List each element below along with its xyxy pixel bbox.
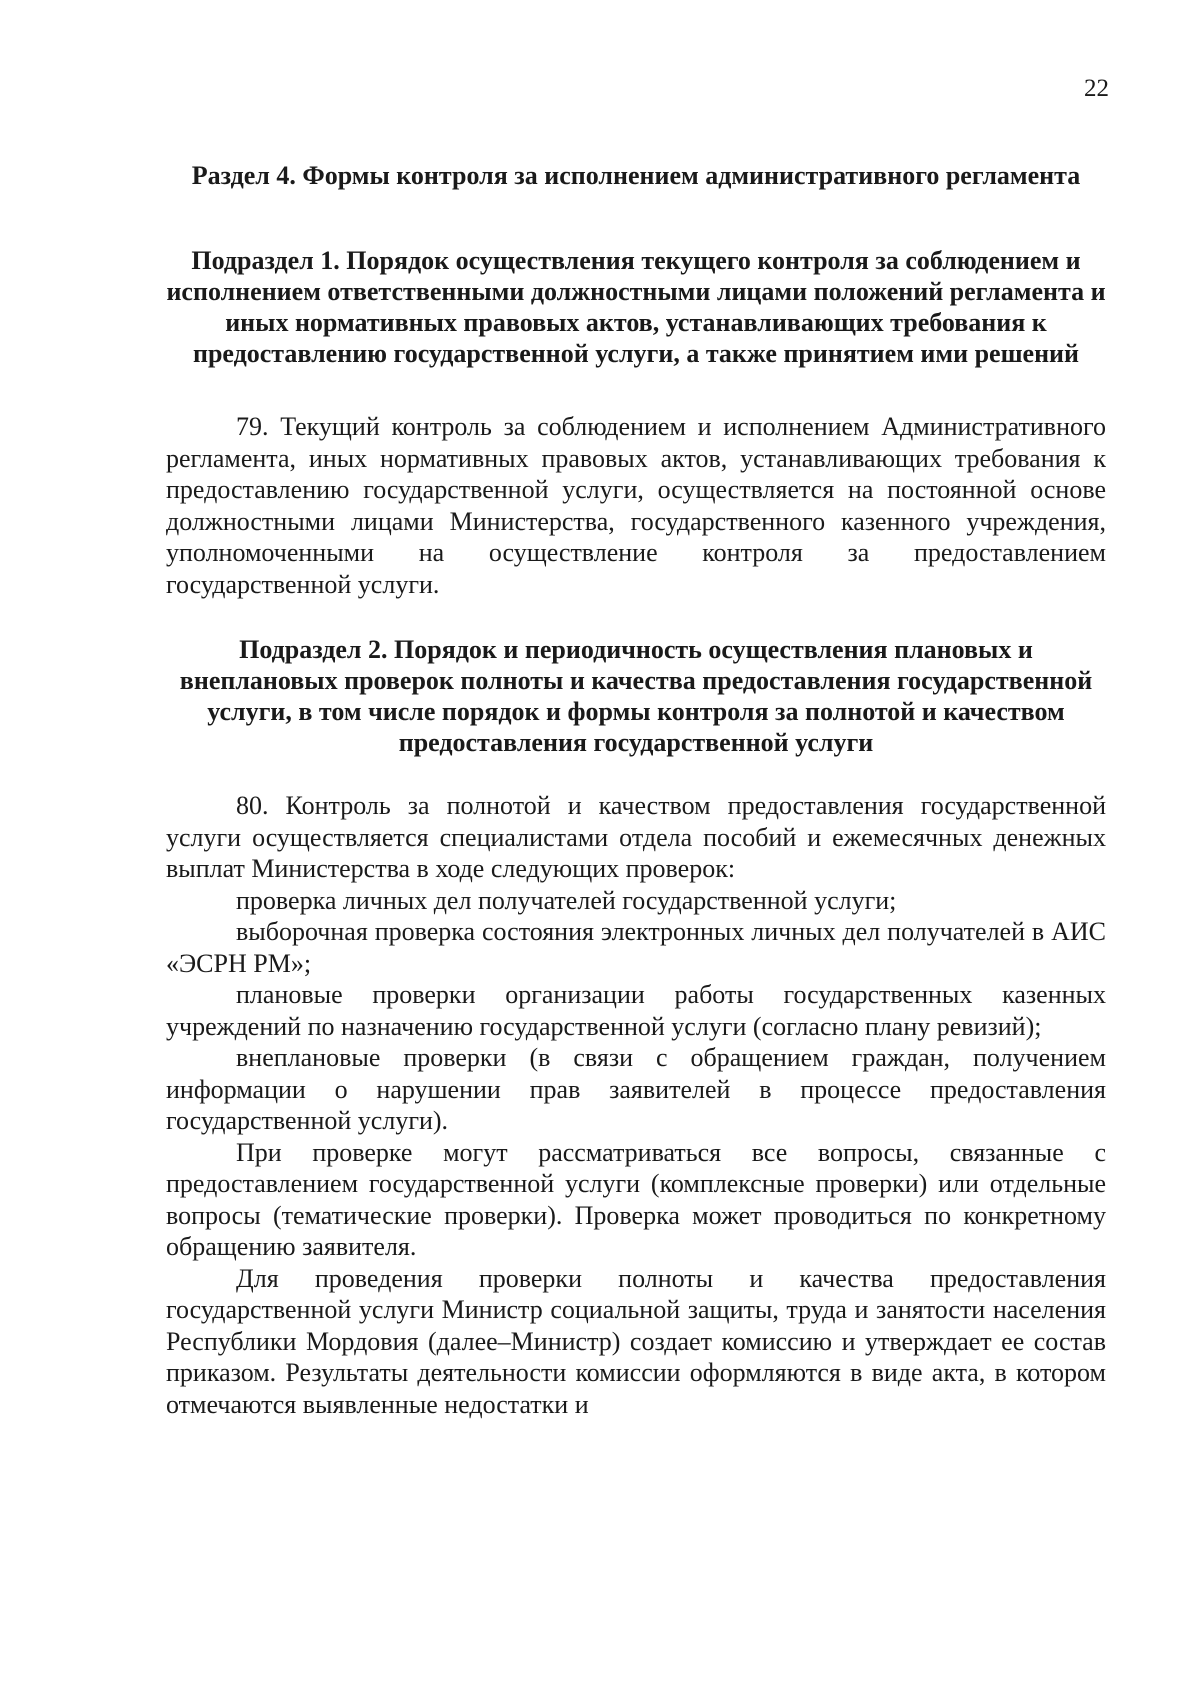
page-number: 22 xyxy=(1084,75,1109,102)
list-item-planned-checks: плановые проверки организации работы государственных казенных учреждений по назначению государственной услуги (согласно плану ревизий); xyxy=(166,980,1106,1041)
list-item-personal-files-check: проверка личных дел получателей государственной услуги; xyxy=(236,885,897,915)
subsection-2-title: Подраздел 2. Порядок и периодичность осуществления плановых и внеплановых проверок полноты и качества предоставления государственной услуги, в том числе порядок и формы контроля за полнотой и качеством предоставления государственной услуги xyxy=(179,635,1093,757)
subsection-1-title: Подраздел 1. Порядок осуществления текущего контроля за соблюдением и исполнением ответственными должностными лицами положений регламента и иных нормативных правовых актов, устанавливающих требования к предоставлению государственной услуги, а также принятием ими решений xyxy=(166,246,1106,368)
paragraph-commission: Для проведения проверки полноты и качества предоставления государственной услуги Министр социальной защиты, труда и занятости населения Республики Мордовия (далее–Министр) создает комиссию и утверждает ее состав приказом. Результаты деятельности комиссии оформляются в виде акта, в котором отмечаются выявленные недостатки и xyxy=(166,1263,1106,1419)
paragraph-check-scope: При проверке могут рассматриваться все вопросы, связанные с предоставлением государственной услуги (комплексные проверки) или отдельные вопросы (тематические проверки). Проверка может проводиться по конкретному обращению заявителя. xyxy=(166,1137,1106,1261)
paragraph-79: 79. Текущий контроль за соблюдением и исполнением Административного регламента, иных нормативных правовых актов, устанавливающих требования к предоставлению государственной услуги, осуществляется на постоянной основе должностными лицами Министерства, государственного казенного учреждения, уполномоченными на осуществление контроля за предоставлением государственной услуги. xyxy=(166,412,1106,599)
paragraph-80: 80. Контроль за полнотой и качеством предоставления государственной услуги осуществляется специалистами отдела пособий и ежемесячных денежных выплат Министерства в ходе следующих проверок: xyxy=(166,791,1106,883)
section-title: Раздел 4. Формы контроля за исполнением административного регламента xyxy=(191,161,1081,190)
document-content xyxy=(166,160,1106,1420)
list-item-unplanned-checks: внеплановые проверки (в связи с обращением граждан, получением информации о нарушении прав заявителей в процессе предоставления государственной услуги). xyxy=(166,1043,1106,1135)
list-item-electronic-files-check: выборочная проверка состояния электронных личных дел получателей в АИС «ЭСРН РМ»; xyxy=(166,917,1106,978)
